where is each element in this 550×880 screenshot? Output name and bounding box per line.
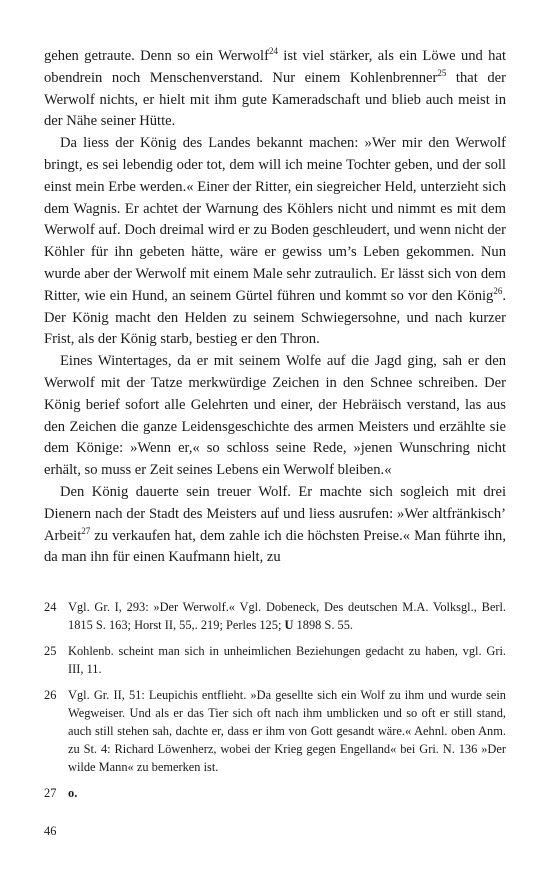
- footnote-number: 25: [44, 644, 57, 658]
- text-run: Vgl. Gr. I, 293: »Der Werwolf.« Vgl. Dobeneck, Des deutschen M.A. Volksgl., Berl. 1815 S. 163; Horst II, 55,. 219; Perles 125;: [68, 600, 506, 632]
- text-run: ist viel stärker, als ein Löwe und hat obendrein noch Menschenverstand. Nur einem Kohlenbrenner: [44, 48, 506, 86]
- body-paragraph: [44, 133, 506, 351]
- bold-text: U: [284, 618, 294, 632]
- footnote: [44, 642, 506, 678]
- footnote: [44, 784, 506, 802]
- footnote-reference: 25: [437, 67, 447, 78]
- footnote-text: [68, 784, 506, 802]
- footnote-text: [68, 598, 506, 634]
- main-text: [44, 46, 506, 569]
- text-run: gehen getraute. Denn so ein Werwolf: [44, 48, 269, 64]
- bold-text: o.: [68, 786, 78, 800]
- footnote-number: 27: [44, 786, 57, 800]
- footnote-reference: 24: [268, 46, 278, 56]
- text-run: Den König dauerte sein treuer Wolf. Er machte sich sogleich mit drei Dienern nach der Stadt des Meisters auf und liess ausrufen: »Wer altfränkisch’ Arbeit: [44, 483, 506, 544]
- footnote-reference: 26: [493, 285, 503, 296]
- footnote: [44, 686, 506, 776]
- page-number: 46: [44, 824, 57, 838]
- footnote-reference: 27: [81, 525, 91, 536]
- text-run: Vgl. Gr. II, 51: Leupichis entflieht. »Da gesellte sich ein Wolf zu ihm und wurde sein Wegweiser. Und als er das Tier sich oft nach ihm umblicken und so oft er still stand, auch still stehen sah, dachte er, dass er ihm von Gott gesandt wäre.« Aehnl. oben Anm. zu St. 4: Richard Löwenherz, wobei der Krieg gegen Engelland« bei Gri. N. 136 »Der wilde Mann« zu bemerken ist.: [68, 688, 506, 774]
- footnote-text: [68, 686, 506, 776]
- text-run: zu verkaufen hat, dem zahle ich die höchsten Preise.« Man führte ihn, da man ihn für einen Kaufmann hielt, zu: [44, 527, 506, 566]
- footnotes-section: [44, 598, 506, 810]
- body-paragraph: [44, 351, 506, 482]
- text-run: Eines Wintertages, da er mit seinem Wolfe auf die Jagd ging, sah er den Werwolf mit der Tatze merkwürdige Zeichen in den Schnee schreiben. Der König berief sofort alle Gelehrten und einer, der Hebräisch verstand, las aus den Zeichen die ganze Leidensgeschichte des armen Meisters und erzählte sie dem Könige: »Wenn er,« so schloss seine Rede, »jenen Wunschring nicht erhält, so muss er Zeit seines Lebens ein Werwolf bleiben.«: [44, 353, 506, 479]
- text-run: that der Werwolf nichts, er hielt mit ihm gute Kameradschaft und blieb auch meist in der Nähe seiner Hütte.: [44, 69, 506, 130]
- footnote-text: [68, 642, 506, 678]
- body-paragraph: [44, 46, 506, 133]
- footnote-number: 26: [44, 688, 57, 702]
- text-run: . Der König macht den Helden zu seinem Schwiegersohne, und nach kurzer Frist, als der König starb, bestieg er den Thron.: [44, 287, 506, 348]
- text-run: Da liess der König des Landes bekannt machen: »Wer mir den Werwolf bringt, es sei lebendig oder tot, dem will ich meine Tochter geben, und der soll einst mein Erbe werden.« Einer der Ritter, ein siegreicher Held, unterzieht sich dem Wagnis. Er achtet der Warnung des Köhlers nicht und nimmt es mit dem Werwolf auf. Doch dreimal wird er zu Boden geschleudert, und wenn nicht der Köhler für ihn gebeten hätte, wäre er gewiss um’s Leben gekommen. Nun wurde aber der Werwolf mit einem Male sehr zutraulich. Er lässt sich von dem Ritter, wie ein Hund, an seinem Gürtel führen und kommt so vor den König: [44, 135, 506, 304]
- text-run: Kohlenb. scheint man sich in unheimlichen Beziehungen gedacht zu haben, vgl. Gri. III, 11.: [68, 644, 506, 676]
- footnote-number: 24: [44, 600, 57, 614]
- footnote: [44, 598, 506, 634]
- text-run: 1898 S. 55.: [293, 618, 354, 632]
- body-paragraph: [44, 482, 506, 569]
